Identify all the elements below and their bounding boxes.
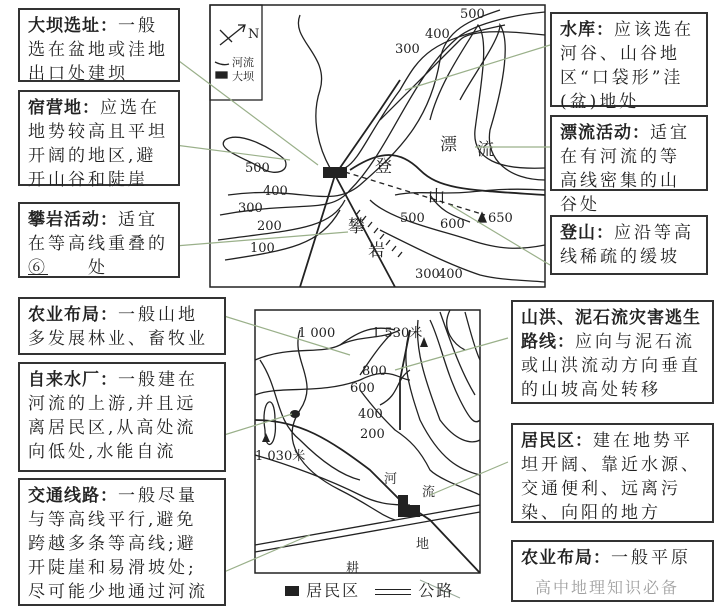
reservoir-box — [550, 12, 708, 112]
box-text: 应沿等高线稀疏的缓坡 — [560, 223, 694, 267]
svg-text:山: 山 — [428, 187, 445, 207]
settlement-legend-icon — [285, 586, 299, 596]
box-title: 登山： — [560, 223, 614, 243]
svg-text:1 530米: 1 530米 — [372, 326, 423, 341]
svg-text:岩: 岩 — [368, 241, 385, 261]
box-title: 居民区： — [521, 431, 593, 451]
svg-text:300: 300 — [238, 201, 263, 216]
box-text: 适宜在有河流的等高线密集的山谷处 — [560, 123, 690, 215]
box-text: 一般选在盆地或洼地出口处建坝 — [28, 16, 168, 84]
bottom-map-labels — [255, 325, 435, 576]
road-legend-icon — [375, 589, 411, 595]
svg-text:500: 500 — [400, 211, 425, 226]
mountaineering-box — [550, 215, 708, 275]
svg-text:河流: 河流 — [232, 56, 254, 69]
campsite-box — [18, 90, 180, 190]
svg-text:500: 500 — [460, 7, 485, 22]
svg-text:650: 650 — [488, 211, 513, 226]
svg-text:流: 流 — [477, 140, 494, 160]
road-legend-label: 公路 — [418, 581, 455, 600]
box-text: 处 — [88, 258, 108, 278]
svg-text:地: 地 — [416, 537, 430, 552]
box-title: 农业布局： — [28, 305, 118, 325]
svg-text:800: 800 — [362, 364, 387, 379]
transport-route-box — [18, 478, 226, 606]
box-text: 应选在地势较高且平坦开阔的地区,避开山谷和陡崖 — [28, 98, 168, 190]
flood-escape-box — [511, 300, 714, 404]
box-title: 攀岩活动： — [28, 210, 118, 230]
svg-text:500: 500 — [245, 161, 270, 176]
box-title: 水库： — [560, 20, 614, 40]
map-legend — [285, 578, 454, 601]
settlement-box — [511, 423, 714, 523]
leader-lines — [175, 45, 550, 572]
box-title: 漂流活动： — [560, 123, 650, 143]
svg-text:1 000: 1 000 — [298, 326, 336, 341]
svg-text:耕: 耕 — [346, 561, 360, 576]
rock-climbing-box — [18, 202, 180, 278]
svg-text:600: 600 — [440, 217, 465, 232]
settlement-legend-label: 居民区 — [306, 581, 361, 600]
mountain-agriculture-box — [18, 297, 226, 355]
svg-text:攀: 攀 — [348, 217, 365, 237]
svg-text:N: N — [248, 27, 260, 42]
svg-text:100: 100 — [250, 241, 275, 256]
box-title: 宿营地： — [28, 98, 100, 118]
box-title: 大坝选址： — [28, 16, 118, 36]
svg-text:300: 300 — [395, 42, 420, 57]
svg-text:400: 400 — [263, 184, 288, 199]
box-title: 交通线路： — [28, 486, 118, 506]
svg-text:400: 400 — [438, 267, 463, 282]
waterworks-box — [18, 362, 226, 472]
svg-text:400: 400 — [425, 27, 450, 42]
box-title: 农业布局： — [521, 548, 611, 568]
svg-text:600: 600 — [350, 381, 375, 396]
dam-site-box — [18, 8, 180, 82]
box-text: 一般建在河流的上游,并且远离居民区,从高处流向低处,水能自流 — [28, 370, 198, 462]
svg-text:300: 300 — [415, 267, 440, 282]
svg-text:1 030米: 1 030米 — [255, 449, 306, 464]
svg-text:大坝: 大坝 — [232, 70, 254, 83]
box-title: 山洪、泥石流灾害逃生路线： — [521, 308, 701, 352]
box-text: 应向与泥石流或山洪流动方向垂直的山坡高处转移 — [521, 332, 701, 400]
watermark: 高中地理知识必备 — [535, 578, 680, 597]
svg-text:200: 200 — [257, 219, 282, 234]
box-text: 建在地势平坦开阔、靠近水源、交通便利、远离污染、向阳的地方 — [521, 431, 701, 523]
box-text: 一般尽量与等高线平行,避免跨越多条等高线;避开陡崖和易滑坡处;尽可能少地通过河流 — [28, 486, 208, 602]
box-text: 一般平原 — [611, 548, 691, 568]
box-text: 应该选在河谷、山谷地区“口袋形”洼(盆)地处 — [560, 20, 694, 112]
svg-text:400: 400 — [358, 407, 383, 422]
svg-text:200: 200 — [360, 427, 385, 442]
svg-text:漂: 漂 — [440, 135, 457, 155]
box-text: 适宜在等高线重叠的 — [28, 210, 168, 254]
box-text: 一般山地多发展林业、畜牧业 — [28, 305, 208, 349]
answer-blank: ⑥ — [28, 258, 48, 278]
svg-text:流: 流 — [422, 485, 436, 500]
box-title: 自来水厂： — [28, 370, 118, 390]
svg-text:河: 河 — [384, 472, 398, 487]
rafting-box — [550, 115, 708, 215]
svg-text:登: 登 — [375, 157, 392, 177]
